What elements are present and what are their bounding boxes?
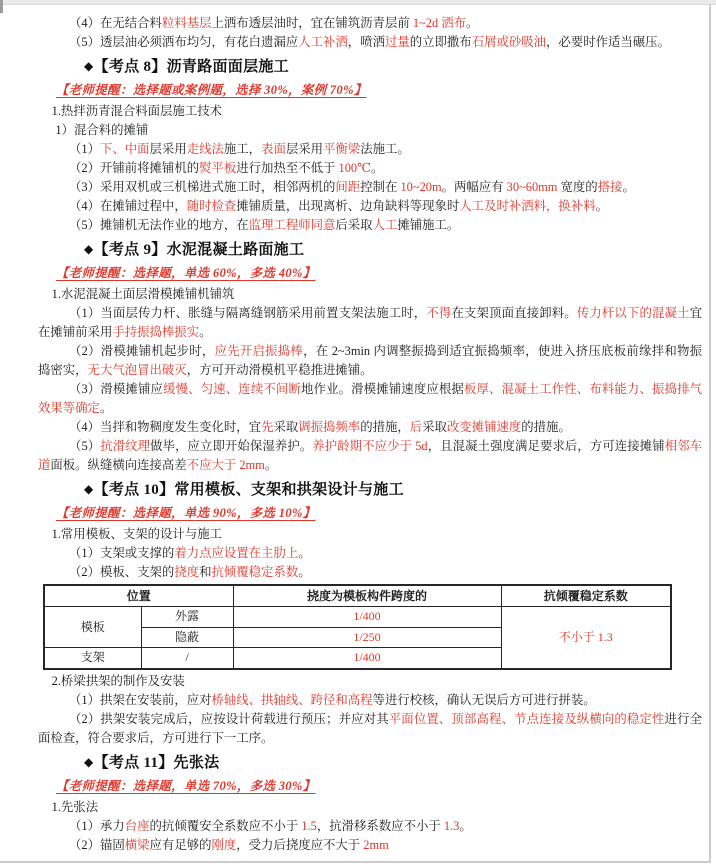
list-item: （4）在无结合料粒料基层上洒布透层油时，宜在铺筑沥青层前 1~2d 洒布。	[69, 16, 479, 30]
list-item: （3）滑模摊铺应缓慢、匀速、连续不间断地作业。滑模摊铺速度应根据板厚、混凝土工作性、布料能力、振捣排气效果等确定。	[38, 382, 703, 415]
content-after-table	[38, 672, 702, 855]
table-header-stability: 抗倾覆稳定系数	[501, 585, 671, 607]
sub-heading: 1.水泥混凝土面层滑模摊铺机铺筑	[51, 287, 235, 301]
table-cell-stability: 不小于 1.3	[501, 607, 671, 669]
page-bottom-border	[0, 861, 711, 863]
sub-heading: 2.桥梁拱架的制作及安装	[51, 673, 185, 688]
window-top-edge	[0, 0, 716, 5]
table-cell-deflection: 1/250	[233, 627, 501, 648]
list-item: （3）采用双机或三机梯进式施工时，相邻两机的间距控制在 10~20m。两幅应有 30~60mm 宽度的搭接。	[69, 180, 635, 194]
diamond-bullet-icon: ◆	[84, 242, 94, 256]
list-item: （4）在摊铺过程中，随时检查摊铺质量，出现离析、边角缺料等现象时人工及时补洒料，换补料。	[69, 199, 608, 213]
list-item: （4）当拌和物稠度发生变化时，宜先采取调振捣频率的措施，后采取改变摊铺速度的措施。	[69, 420, 571, 434]
list-item: （1）当面层传力杆、胀缝与隔离缝钢筋采用前置支架法施工时，不得在支架顶面直接卸料。传力杆以下的混凝土宜在摊铺前采用手持振捣棒振实。	[38, 306, 703, 339]
diamond-bullet-icon: ◆	[84, 59, 94, 73]
list-item: （1）支架或支撑的着力点应设置在主肋上。	[69, 546, 311, 560]
list-item: （2）滑模摊铺机起步时，应先开启振捣棒，在 2~3min 内调整振捣到适宜振捣频率，使进入挤压底板前缘拌和物振捣密实，无大气泡冒出破灭，方可开动滑模机平稳推进摊铺。	[38, 344, 702, 377]
table-cell-exposure: /	[141, 648, 233, 669]
section-heading: ◆【考点 10】常用模板、支架和拱架设计与施工	[84, 482, 404, 498]
sub-heading: 1.先张法	[51, 799, 99, 814]
sub-heading: 1.常用模板、支架的设计与施工	[51, 527, 222, 541]
table-cell-deflection: 1/400	[233, 648, 501, 669]
content-before-table	[38, 14, 702, 582]
section-heading: ◆【考点 9】水泥混凝土路面施工	[84, 242, 305, 258]
table-header-deflection: 挠度为模板构件跨度的	[233, 585, 501, 607]
list-item: （2）锚固横梁应有足够的刚度，受力后挠度应不大于 2mm	[69, 837, 389, 852]
section-heading: ◆【考点 11】先张法	[84, 754, 220, 771]
list-item: （5）透层油必须洒布均匀，有花白遗漏应人工补洒，喷洒过量的立即撒布石屑或砂吸油，必要时作适当碾压。	[69, 35, 670, 49]
list-item: （2）开铺前将摊铺机的熨平板进行加热至不低于 100℃。	[69, 161, 384, 175]
table-cell-exposure: 隐蔽	[141, 627, 233, 648]
table-header-position: 位置	[44, 585, 233, 607]
list-item: （1）承力台座的抗倾覆安全系数应不小于 1.5，抗滑移系数应不小于 1.3。	[69, 818, 472, 833]
teacher-note: 【老师提醒：选择题，单选 60%，多选 40%】	[56, 266, 316, 280]
sub-heading: 1）混合料的摊铺	[55, 123, 149, 137]
teacher-note: 【老师提醒：选择题或案例题，选择 30%，案例 70%】	[56, 83, 367, 97]
table-cell-position: 模板	[44, 607, 141, 648]
document-content	[38, 14, 702, 855]
table-cell-exposure: 外露	[141, 607, 233, 628]
window-corner-artifact	[0, 0, 3, 13]
teacher-note: 【老师提醒：选择题，单选 70%，多选 30%】	[56, 778, 316, 793]
diamond-bullet-icon: ◆	[84, 482, 94, 496]
sub-heading: 1.热拌沥青混合料面层施工技术	[51, 104, 222, 118]
list-item: （2）拱架安装完成后，应按设计荷载进行预压；并应对其平面位置、顶部高程、节点连接及纵横向的稳定性进行全面检查，符合要求后，方可进行下一工序。	[38, 711, 703, 745]
section-heading: ◆【考点 8】沥青路面面层施工	[84, 59, 289, 75]
list-item: （1）拱架在安装前，应对桥轴线、拱轴线、跨径和高程等进行校核，确认无误后方可进行拼装。	[69, 692, 596, 707]
teacher-note: 【老师提醒：选择题，单选 90%，多选 10%】	[56, 506, 316, 520]
diamond-bullet-icon: ◆	[84, 754, 94, 769]
formwork-deflection-table	[43, 584, 672, 670]
table-cell-position: 支架	[44, 648, 141, 669]
table-cell-deflection: 1/400	[233, 607, 501, 628]
list-item: （2）模板、支架的挠度和抗倾覆稳定系数。	[69, 565, 311, 579]
table-row	[44, 607, 671, 628]
list-item: （5）抗滑纹理做毕，应立即开始保湿养护。养护龄期不应少于 5d，且混凝土强度满足要求后，方可连接摊铺相邻车道面板。纵缝横向连接高差不应大于 2mm。	[38, 439, 703, 472]
table-header-row	[44, 585, 671, 607]
list-item: （1）下、中面层采用走线法施工，表面层采用平衡梁法施工。	[69, 142, 410, 156]
list-item: （5）摊铺机无法作业的地方，在监理工程师同意后采取人工摊铺施工。	[69, 218, 460, 232]
page-right-border	[709, 5, 711, 863]
